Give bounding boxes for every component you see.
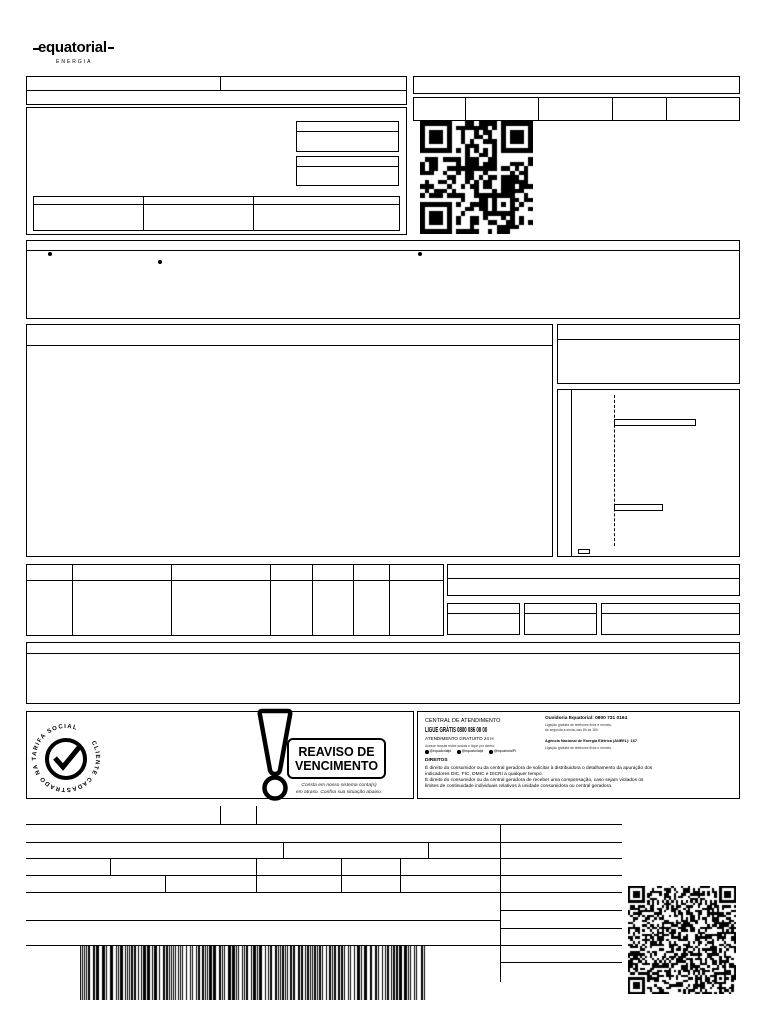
divider [256,806,257,824]
customer-details-box [26,107,407,235]
divider [389,565,390,635]
divider [110,858,111,875]
rights-title: DIREITOS [425,758,448,763]
notice-message [288,783,390,796]
chart-axis [571,390,572,556]
divider [428,842,429,858]
divider [26,842,622,843]
rights-line: É direito do consumidor ou da central geradora de solicitar à distribuidora o detalhamento da apuração dos [425,766,653,771]
divider [400,875,401,892]
aneel-phone: Agência Nacional de Energia Elétrica (ANEEL): 167 [545,739,637,743]
notice-title-line1: REAVISO DE [298,744,375,759]
logo-right-stroke [108,47,114,49]
divider [400,858,401,875]
pix-qr-code [420,121,533,234]
divider [666,98,667,120]
divider [143,197,144,230]
due-summary-header-box [413,76,740,94]
bullet [48,252,52,256]
contact-box [417,711,740,799]
divider [220,77,221,90]
rights-line: É direito do consumidor ou da central geradora de receber uma compensação, caso sejam violados os [425,778,644,783]
social-intro: Acesse nossas redes sociais e fique por dentro: [425,744,496,748]
phone-number: LIGUE GRÁTIS 0800 086 08 00 [425,727,488,734]
social-handle: @equatorialpi [429,749,452,753]
divider [26,875,622,876]
aneel-note: Ligação gratuita de telefones fixos e móveis. [545,746,612,750]
divider [72,565,73,635]
divider [341,875,342,892]
rights-line: limites de continuidade individuais relativos à unidade consumidora ou central geradora. [425,784,613,789]
divider [297,131,398,132]
reading-date-box [296,121,399,152]
divider [26,858,622,859]
divider [448,578,739,579]
social-links [425,750,521,754]
divider [256,875,257,892]
notice-message-line2: em atraso. Confira sua situação abaixo. [295,789,383,795]
tax-box [601,603,740,635]
divider [341,858,342,875]
taxes-box [447,564,740,596]
service-hours: ATENDIMENTO GRATUITO 24 H [425,736,494,741]
tax-box [447,603,520,635]
ombudsman-note: Ligação gratuita de telefones fixos e móveis, [545,723,612,727]
divider [525,613,596,614]
rights-text [425,766,652,790]
divider [27,250,739,251]
divider [26,892,622,893]
facebook-icon [425,750,429,754]
divider [558,339,739,340]
logo-tagline: ENERGIA [56,59,93,65]
divider [27,345,552,346]
consumption-box [557,324,740,384]
notice-title-line2: VENCIMENTO [294,758,379,773]
divider [538,98,539,120]
divider [312,565,313,635]
divider [448,613,519,614]
messages-box [26,642,740,704]
svg-text:CLIENTE CADASTRADO NA TARIFA S [32,724,100,792]
divider [171,565,172,635]
checkmark-icon [55,745,81,767]
divider [34,204,399,205]
due-summary-fields-box [413,97,740,121]
divider [500,962,622,963]
overdue-notice-box [26,711,414,799]
meter-readings-table [26,564,444,636]
divider [500,824,501,982]
divider [253,197,254,230]
tax-box [524,603,597,635]
divider [500,910,622,911]
chart-legend-swatch [578,549,590,554]
twitter-icon [489,750,493,754]
bullet [418,252,422,256]
ombudsman-note: de segunda a sexta, das 8h às 18h. [545,728,599,732]
chart-average-line [614,395,615,546]
seal-text: CLIENTE CADASTRADO NA TARIFA SOCIAL [31,723,101,793]
divider [283,842,284,858]
notice-message-line1: Consta em nosso sistema conta(s) [301,783,377,788]
meter-info-table [33,196,400,231]
divider [353,565,354,635]
divider [256,858,257,875]
divider [270,565,271,635]
social-handle: @equatorialPI [493,749,517,753]
company-logo [33,40,115,68]
divider [612,98,613,120]
payment-barcode [80,946,426,1000]
consumption-history-chart [557,389,740,557]
history-bar [614,504,663,511]
account-header-box [26,76,407,105]
divider [27,580,443,581]
ombudsman-phone: Ouvidoria Equatorial: 0800 731 0164 [545,716,628,721]
instagram-icon [457,750,461,754]
central-label: CENTRAL DE ATENDIMENTO [425,718,501,724]
payment-qr-code [628,886,736,994]
billing-items-box [26,324,553,557]
divider [220,806,221,824]
divider [602,613,739,614]
social-tariff-seal [28,718,104,798]
next-reading-box [296,156,399,186]
divider [27,90,406,91]
divider [297,166,398,167]
divider [27,653,739,654]
notices-box [26,240,740,319]
divider [500,928,622,929]
history-bar [614,419,696,426]
divider [26,920,500,921]
divider [465,98,466,120]
divider [165,875,166,892]
logo-brand: equatorial [38,39,107,56]
bullet [158,260,162,264]
rights-line: indicadores DIC, FIC, DMIC e DICRI a qualquer tempo. [425,772,543,777]
divider [26,824,622,825]
overdue-notice-badge [287,738,386,779]
social-handle: @equatorialpi [461,749,484,753]
